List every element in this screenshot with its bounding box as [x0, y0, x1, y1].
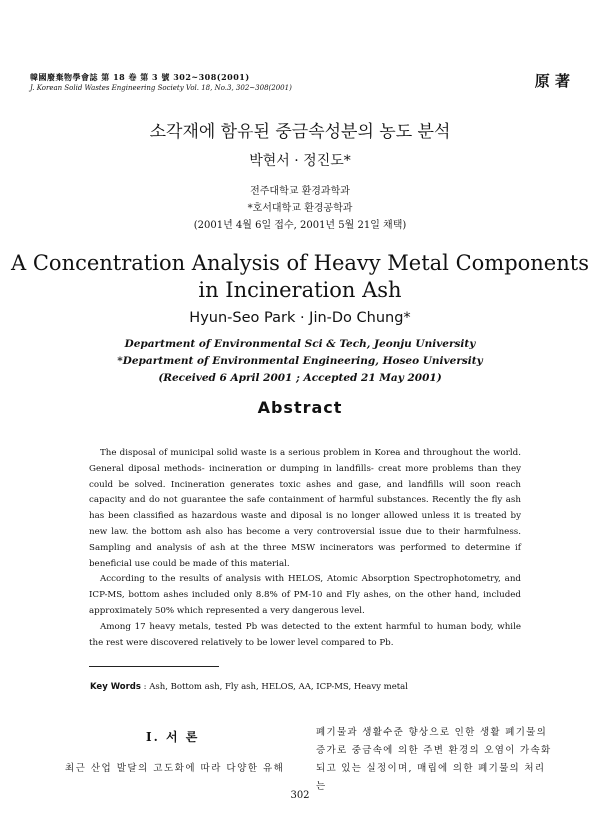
section-divider [89, 666, 219, 667]
journal-header-korean: 韓國廢棄物學會誌 第 18 卷 第 3 號 302~308(2001) [30, 72, 250, 82]
abstract-paragraph-3: Among 17 heavy metals, tested Pb was detected to the extent harmful to human body, while the rest were discovered relatively to be lower level compared to Pb. [89, 621, 521, 648]
korean-affiliation-1: 전주대학교 환경과학과 [250, 186, 350, 197]
english-received-date: (Received 6 April 2001 ; Accepted 21 May 2001) [158, 372, 442, 384]
journal-header-english: J. Korean Solid Wastes Engineering Society Vol. 18, No.3, 302~308(2001) [30, 84, 292, 92]
left-column-text: 최근 산업 발달의 고도화에 따라 다양한 유해 [65, 763, 285, 774]
right-column-line-1: 폐기물과 생활수준 향상으로 인한 생활 폐기물의 [316, 727, 548, 738]
keywords-label: Key Words [90, 682, 141, 692]
korean-title: 소각재에 함유된 중금속성분의 농도 분석 [149, 122, 451, 142]
english-affiliation-2: *Department of Environmental Engineering, Hoseo University [117, 355, 483, 367]
right-column-line-2: 증가로 중금속에 의한 주변 환경의 오염이 가속화 [316, 745, 552, 756]
abstract-paragraph-2: According to the results of analysis with HELOS, Atomic Absorption Spectrophotometry, and ICP-MS, bottom ashes included only 8.8% of PM-10 and Fly ashes, on the other hand, included approximately 50% which represented a very dangerous level. [89, 574, 521, 616]
korean-received-date: (2001년 4월 6일 접수, 2001년 5월 21일 채택) [193, 220, 407, 231]
abstract-paragraph-1: The disposal of municipal solid waste is a serious problem in Korea and throughout the world. General diposal methods- incineration or dumping in landfills- creat more problems than they could be solved. Incineration generates toxic ashes and gase, and landfills will soon reach capacity and do not guarantee the safe containment of harmful substances. Recently the fly ash has been classified as hazardous waste and diposal is no longer allowed unless it is treated by new law. the bottom ash also has become a very controversial issue due to their harmfulness. Sampling and analysis of ash at the three MSW incinerators was performed to determine if beneficial use could be made of this material. [89, 448, 521, 569]
english-title [0, 250, 600, 304]
right-column-line-3: 되고 있는 실정이며, 매립에 의한 폐기물의 처리는 [316, 763, 546, 792]
english-affiliation-1: Department of Environmental Sci & Tech, Jeonju University [124, 338, 476, 350]
english-title-line1: A Concentration Analysis of Heavy Metal Components [11, 251, 589, 275]
page-number: 302 [290, 790, 310, 801]
korean-affiliation-2: *호서대학교 환경공학과 [247, 203, 353, 214]
english-title-line2: in Incineration Ash [198, 278, 402, 302]
abstract-heading: Abstract [257, 398, 343, 417]
article-type-tag: 原 著 [534, 72, 570, 90]
abstract-body [89, 446, 521, 651]
keywords-text: : Ash, Bottom ash, Fly ash, HELOS, AA, ICP-MS, Heavy metal [143, 682, 408, 692]
korean-authors: 박현서 · 정진도* [249, 153, 351, 169]
english-authors: Hyun-Seo Park · Jin-Do Chung* [189, 310, 411, 326]
keywords [90, 682, 408, 692]
right-column-text [316, 724, 552, 796]
section-heading-introduction: Ⅰ. 서 론 [146, 730, 200, 744]
